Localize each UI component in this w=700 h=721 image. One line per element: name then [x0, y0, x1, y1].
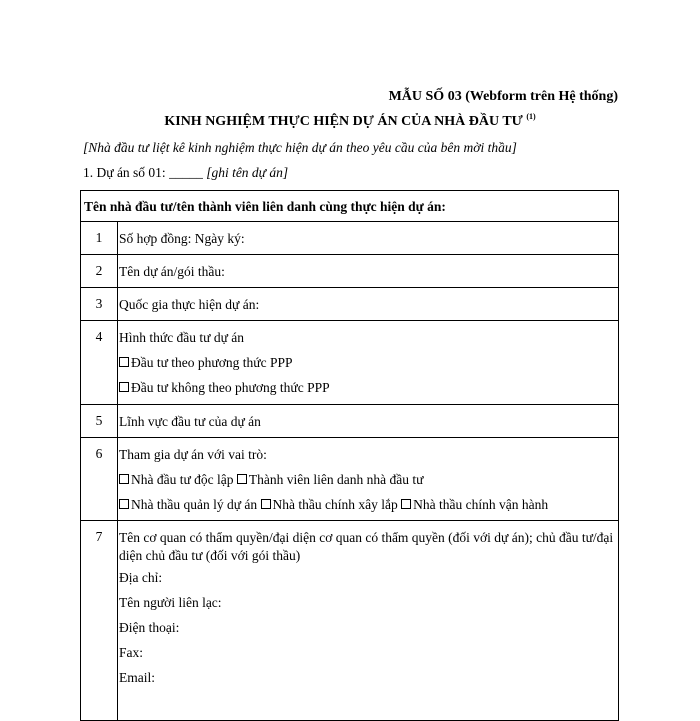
form-code: MẪU SỐ 03 (Webform trên Hệ thống) [388, 89, 618, 104]
table-row [81, 255, 619, 288]
row-number: 3 [95, 296, 103, 311]
contract-label: Số hợp đồng: Ngày ký: [119, 231, 245, 246]
checkbox[interactable] [237, 474, 247, 484]
role-options-row-2 [119, 492, 618, 517]
table-row [81, 405, 619, 438]
row-number: 7 [95, 529, 103, 544]
checkbox[interactable] [119, 474, 129, 484]
sector-label: Lĩnh vực đầu tư của dự án [119, 414, 261, 429]
authority-label: Tên cơ quan có thẩm quyền/đại diện cơ quan có thẩm quyền (đối với dự án); chủ đầu tư/đại diện chủ đầu tư (đối với gói thầu) [119, 530, 614, 563]
option-pm-contractor[interactable]: Nhà thầu quản lý dự án [119, 497, 257, 512]
checkbox[interactable] [401, 499, 411, 509]
country-label: Quốc gia thực hiện dự án: [119, 297, 260, 312]
role-label: Tham gia dự án với vai trò: [119, 447, 267, 462]
title-text: KINH NGHIỆM THỰC HIỆN DỰ ÁN CỦA NHÀ ĐẦU TƯ [164, 114, 523, 129]
checkbox[interactable] [261, 499, 271, 509]
table-row [81, 521, 619, 721]
project-hint: [ghi tên dự án] [206, 165, 289, 180]
row-number: 1 [95, 230, 103, 245]
checkbox[interactable] [119, 382, 129, 392]
contact-person-label: Tên người liên lạc: [119, 595, 222, 610]
row-number: 2 [95, 263, 103, 278]
option-construction-contractor[interactable]: Nhà thầu chính xây lắp [261, 497, 398, 512]
project-label: 1. Dự án số 01: _____ [83, 165, 203, 180]
investment-form-label: Hình thức đầu tư dự án [119, 330, 245, 345]
row-number: 5 [95, 413, 103, 428]
address-label: Địa chỉ: [119, 570, 163, 585]
row-number: 4 [95, 329, 103, 344]
project-line [83, 165, 288, 181]
option-consortium-member[interactable]: Thành viên liên danh nhà đầu tư [237, 472, 424, 487]
table-header-row [81, 191, 619, 222]
page-title [0, 114, 700, 130]
experience-table [80, 190, 619, 721]
instruction-text: [Nhà đầu tư liệt kê kinh nghiệm thực hiện dự án theo yêu cầu của bên mời thầu] [83, 140, 517, 155]
project-name-label: Tên dự án/gói thầu: [119, 264, 225, 279]
phone-label: Điện thoại: [119, 620, 180, 635]
table-header: Tên nhà đầu tư/tên thành viên liên danh cùng thực hiện dự án: [81, 191, 619, 222]
role-options-row-1 [119, 467, 618, 492]
table-row [81, 321, 619, 405]
table-row [81, 438, 619, 521]
table-row [81, 222, 619, 255]
table-row [81, 288, 619, 321]
option-operation-contractor[interactable]: Nhà thầu chính vận hành [401, 497, 548, 512]
checkbox[interactable] [119, 499, 129, 509]
fax-label: Fax: [119, 645, 144, 660]
row-number: 6 [95, 446, 103, 461]
checkbox[interactable] [119, 357, 129, 367]
email-label: Email: [119, 670, 155, 685]
title-footnote: (1) [526, 112, 536, 121]
option-non-ppp[interactable]: Đầu tư không theo phương thức PPP [119, 375, 618, 400]
option-independent-investor[interactable]: Nhà đầu tư độc lập [119, 472, 234, 487]
option-ppp[interactable]: Đầu tư theo phương thức PPP [119, 350, 618, 375]
